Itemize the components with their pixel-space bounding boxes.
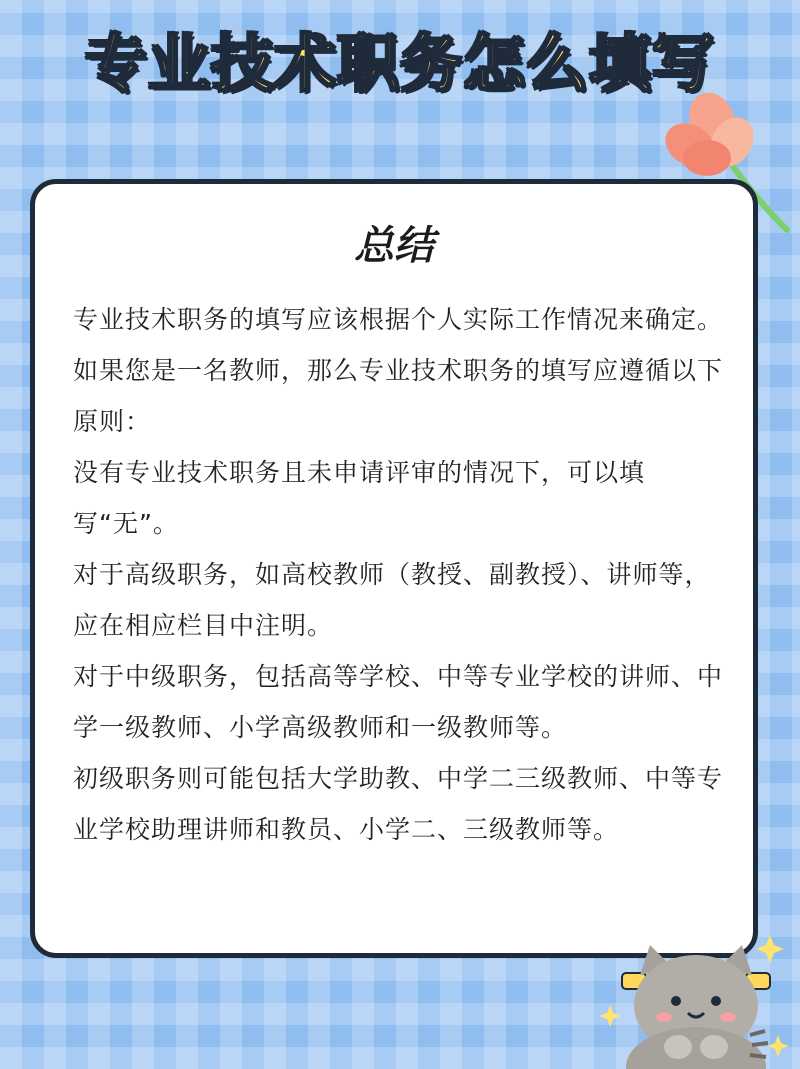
paragraph-none: 没有专业技术职务且未申请评审的情况下，可以填写“无”。 [73,458,646,538]
paragraph-senior: 对于高级职务，如高校教师（教授、副教授）、讲师等，应在相应栏目中注明。 [73,560,711,640]
card-body [73,294,733,855]
summary-card [30,179,758,958]
card-heading: 总结 [354,223,434,269]
cat-icon [600,935,800,1069]
page-title: 专业技术职务怎么填写 [84,27,715,100]
paragraph-junior: 初级职务则可能包括大学助教、中学二三级教师、中等专业学校助理讲师和教员、小学二、三级教师等。 [73,764,724,844]
paragraph-intermediate: 对于中级职务，包括高等学校、中等专业学校的讲师、中学一级教师、小学高级教师和一级教师等。 [73,662,724,742]
paragraph-intro: 专业技术职务的填写应该根据个人实际工作情况来确定。如果您是一名教师，那么专业技术职务的填写应遵循以下原则： [73,305,724,436]
